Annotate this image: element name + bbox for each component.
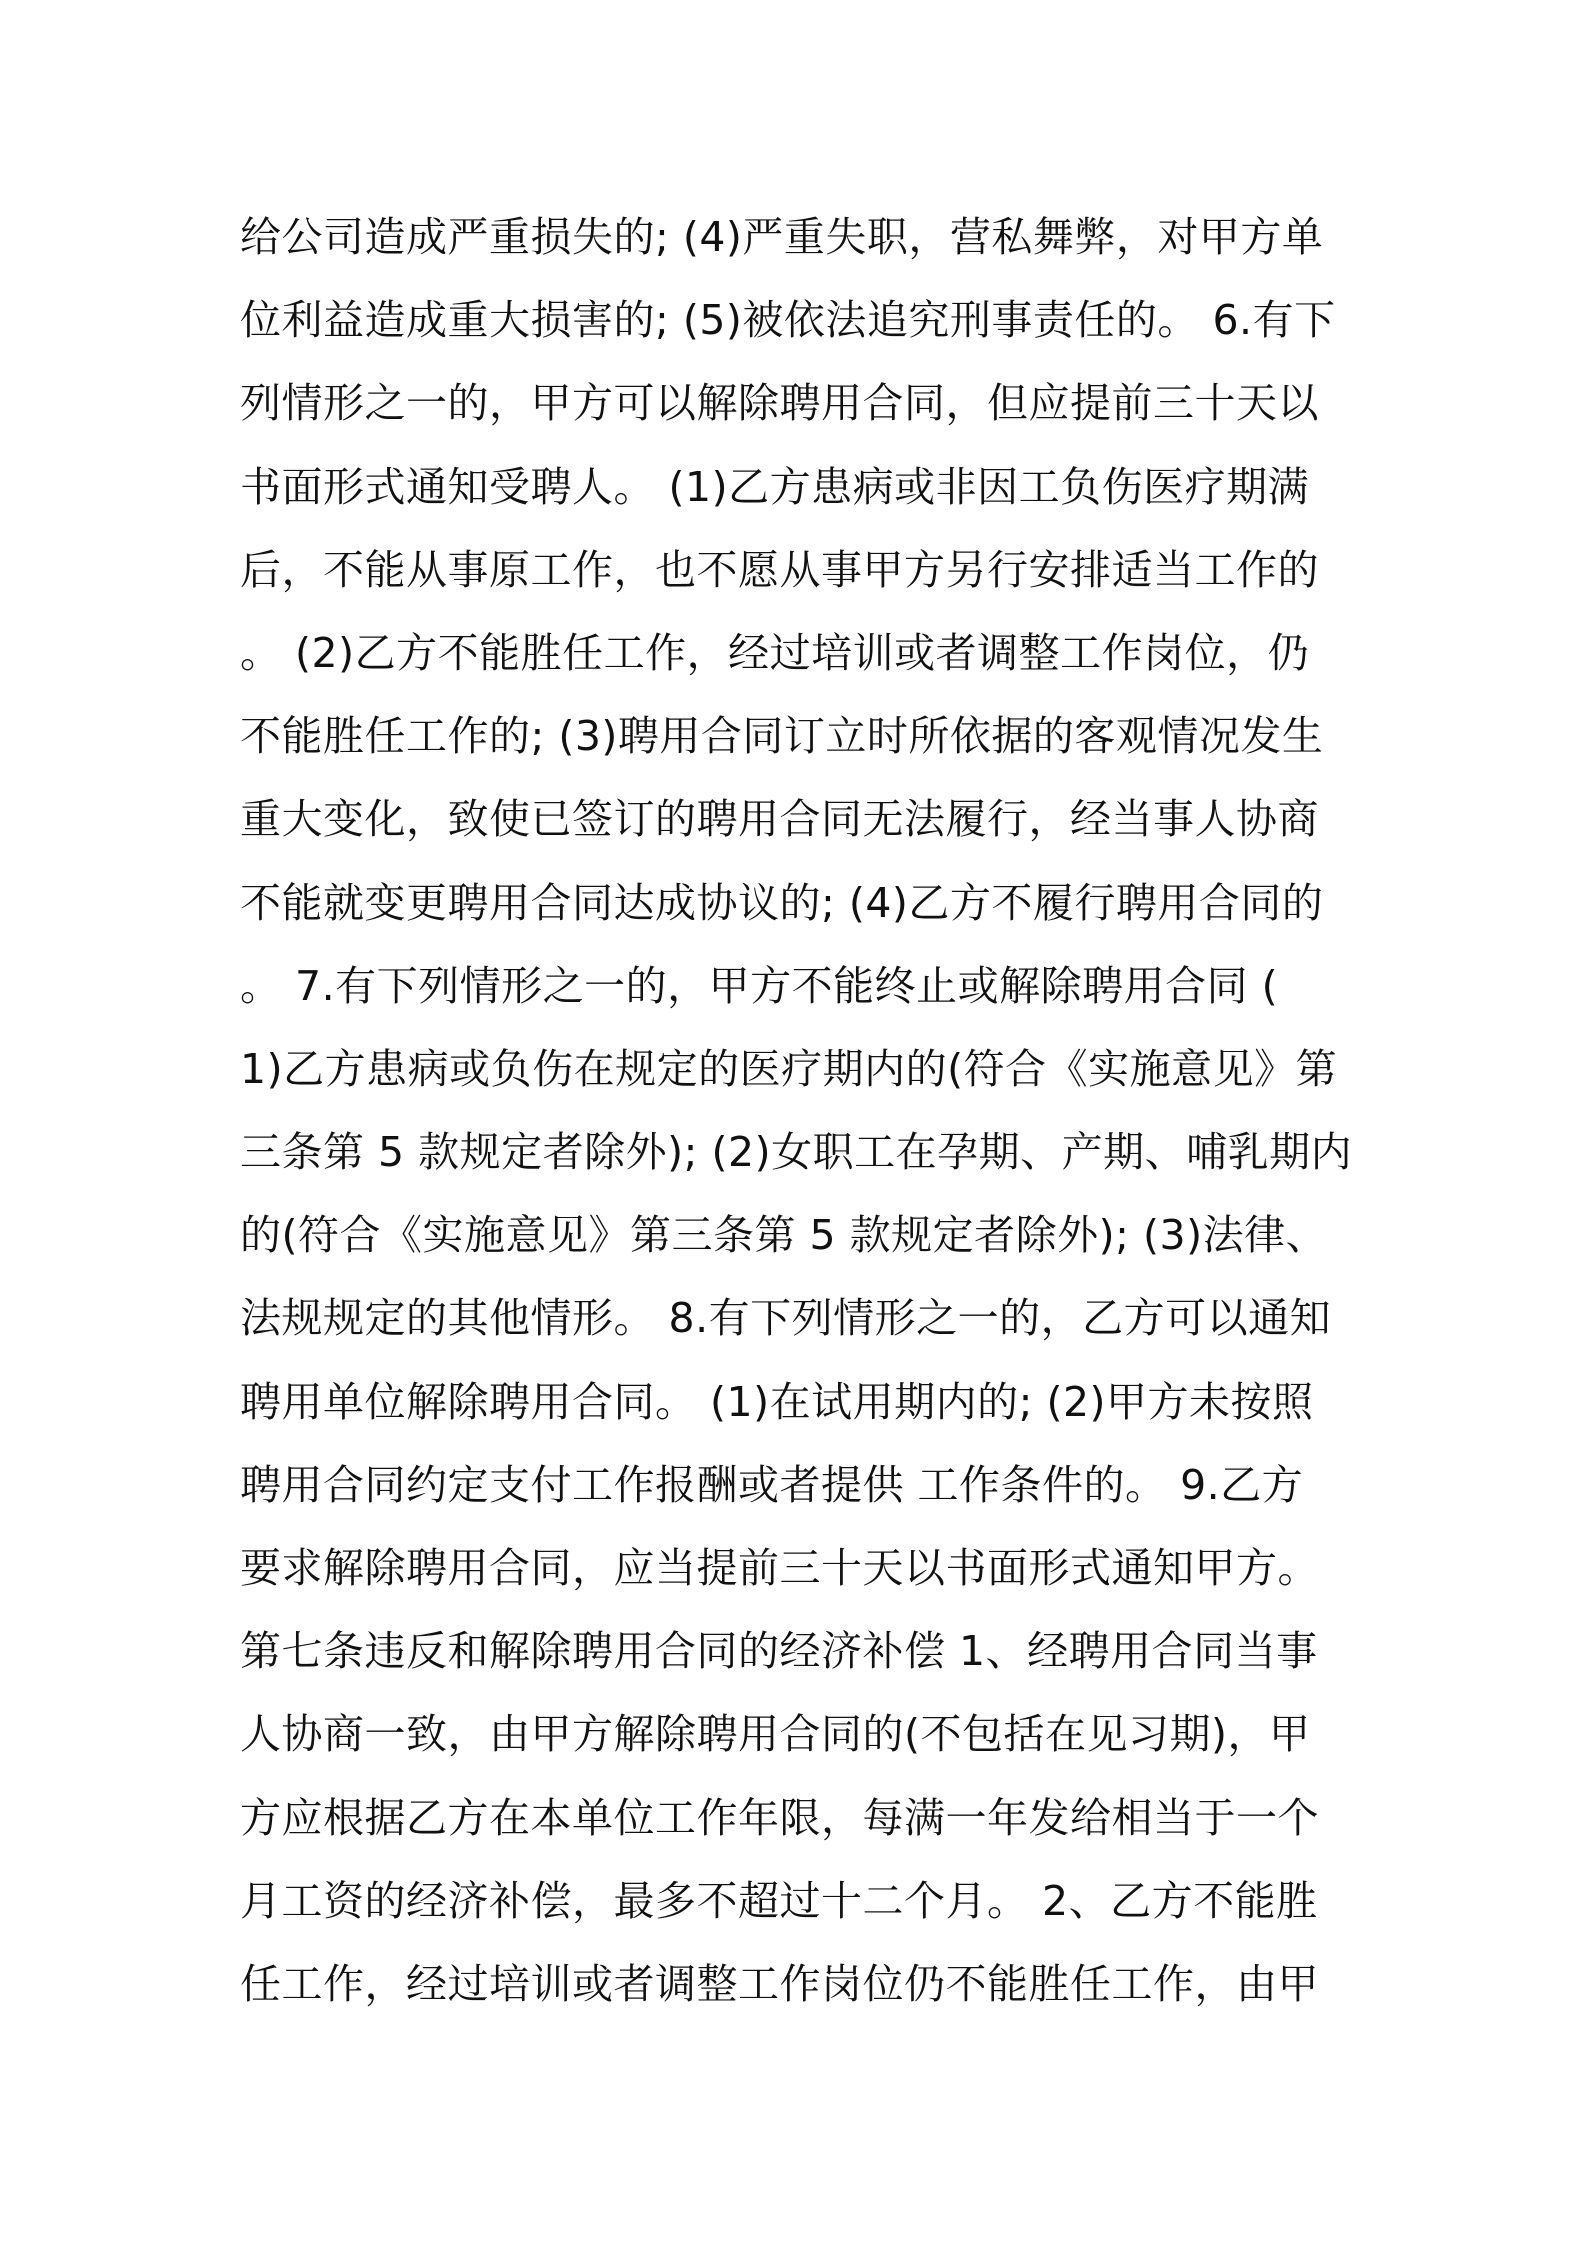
text-line: 聘用合同约定支付工作报酬或者提供 工作条件的。 9.乙方 <box>240 1460 1304 1509</box>
text-line: 。 7.有下列情形之一的，甲方不能终止或解除聘用合同 ( <box>240 961 1279 1010</box>
text-line: 不能胜任工作的; (3)聘用合同订立时所依据的客观情况发生 <box>240 712 1324 761</box>
contract-text-block <box>240 196 1353 2026</box>
text-line: 。 (2)乙方不能胜任工作，经过培训或者调整工作岗位，仍 <box>240 628 1310 677</box>
text-line: 的(符合《实施意见》第三条第 5 款规定者除外); (3)法律、 <box>240 1211 1328 1260</box>
text-line: 方应根据乙方在本单位工作年限，每满一年发给相当于一个 <box>240 1793 1319 1842</box>
text-line: 列情形之一的，甲方可以解除聘用合同，但应提前三十天以 <box>240 379 1319 428</box>
text-line: 要求解除聘用合同，应当提前三十天以书面形式通知甲方。 <box>240 1544 1319 1592</box>
text-line: 不能就变更聘用合同达成协议的; (4)乙方不履行聘用合同的 <box>240 878 1324 927</box>
text-line: 月工资的经济补偿，最多不超过十二个月。 2、乙方不能胜 <box>240 1876 1318 1925</box>
text-line: 聘用单位解除聘用合同。 (1)在试用期内的; (2)甲方未按照 <box>240 1377 1314 1426</box>
text-line: 1)乙方患病或负伤在规定的医疗期内的(符合《实施意见》第 <box>240 1044 1338 1093</box>
text-line: 重大变化，致使已签订的聘用合同无法履行，经当事人协商 <box>240 795 1319 844</box>
text-line: 给公司造成严重损失的; (4)严重失职，营私舞弊，对甲方单 <box>240 213 1324 261</box>
text-line: 人协商一致，由甲方解除聘用合同的(不包括在见习期)，甲 <box>240 1710 1311 1759</box>
text-line: 法规规定的其他情形。 8.有下列情形之一的，乙方可以通知 <box>240 1294 1332 1343</box>
text-line: 第七条违反和解除聘用合同的经济补偿 1、经聘用合同当事 <box>240 1627 1318 1676</box>
text-line: 任工作，经过培训或者调整工作岗位仍不能胜任工作，由甲 <box>240 1959 1319 2008</box>
text-line: 位利益造成重大损害的; (5)被依法追究刑事责任的。 6.有下 <box>240 296 1336 345</box>
text-line: 后，不能从事原工作，也不愿从事甲方另行安排适当工作的 <box>240 545 1319 594</box>
text-line: 三条第 5 款规定者除外); (2)女职工在孕期、产期、哺乳期内 <box>240 1128 1353 1177</box>
text-line: 书面形式通知受聘人。 (1)乙方患病或非因工负伤医疗期满 <box>240 462 1310 511</box>
